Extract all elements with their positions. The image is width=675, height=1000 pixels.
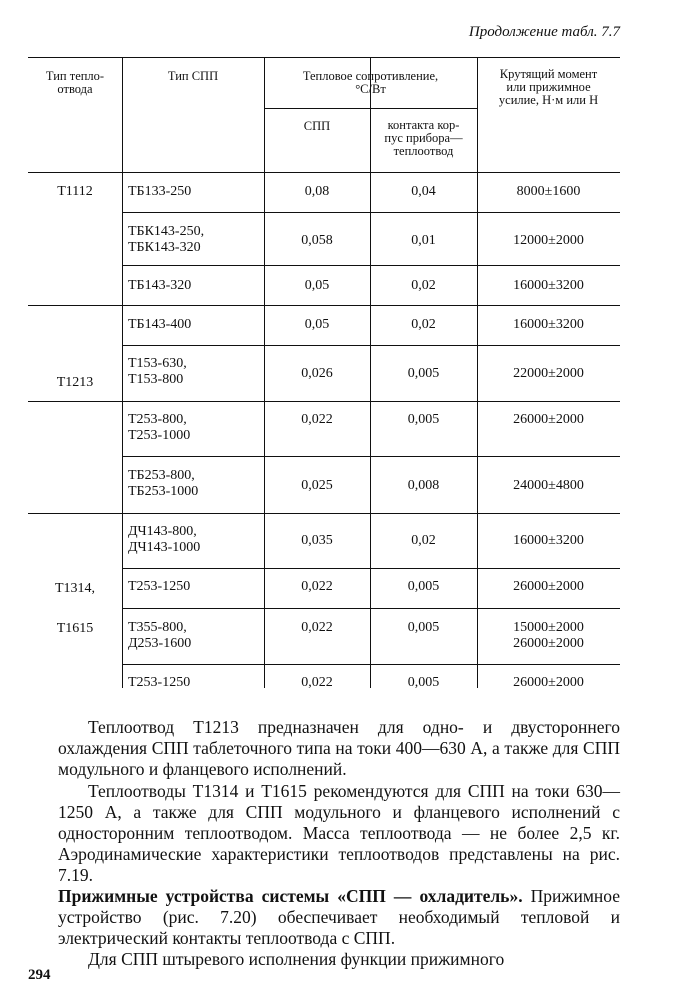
group-line (28, 513, 620, 514)
group-label: Т1213 (56, 375, 94, 390)
group-label: Т1615 (56, 621, 94, 636)
header-torque: Крутящий момент или прижимное усилие, Н·м или Н (498, 67, 599, 107)
page-number: 294 (28, 967, 51, 983)
header-subdivider (264, 108, 477, 109)
header-sink-type: Тип тепло- отвода (45, 69, 105, 96)
paragraph: Теплоотводы Т1314 и Т1615 рекомендуются для СПП на токи 630—1250 А, а также для СПП модульного и фланцевого исполнений с односторонним теплоотводом. Масса теплоотвода — не более 2,5 кг. Аэродинамические характеристики теплоотводов представлены на рис. 7.19. (58, 781, 620, 885)
data-table: Тип тепло- отвода Тип СПП Тепловое сопротивление, °С/Вт Крутящий момент или прижимное усилие, Н·м или Н СПП контакта кор- пус прибора— теплоотвод Т1112 Т1213 Т1314, Т1615 ТБ133-250 0,08 0,04 8000±1600 ТБК143-250, ТБК143-320 0,058 0,01 12000±2000 ТБ143-320 0,05 0,02 16000±3200 ТБ143-400 0,05 0,02 16000±3200 Т153-630, Т153-800 0,026 0,005 22000±2000 Т253-800, Т253-1000 0,022 0,005 26000±2000 ТБ253-800, ТБ253-1000 0,025 0,008 24000±4800 ДЧ143-800, ДЧ143-1000 0,035 0,02 16000±3200 Т253-1250 0,022 0,005 26000±2000 Т355-800, Д253-1600 0,022 0,005 15000±2000 26000±2000 Т253-1250 0,022 0,005 26000±2000 (28, 57, 620, 688)
header-contact: контакта кор- пус прибора— теплоотвод (384, 118, 463, 158)
group-label: Т1112 (57, 184, 93, 199)
paragraph: Теплоотвод Т1213 предназначен для одно- и двустороннего охлаждения СПП таблеточного типа на токи 400—630 А, а также для СПП модульного и фланцевого исполнений. (58, 717, 620, 779)
row-line (122, 608, 620, 609)
row-line (122, 345, 620, 346)
group-label: Т1314, (54, 581, 96, 596)
header-spp: СПП (303, 119, 331, 133)
header-thermal-resistance: Тепловое сопротивление, °С/Вт (302, 69, 439, 96)
row-line (122, 664, 620, 665)
row-line (122, 265, 620, 266)
row-line (28, 401, 620, 402)
group-line (28, 305, 620, 306)
header-spp-type: Тип СПП (167, 69, 219, 83)
row-line (122, 568, 620, 569)
paragraph: Для СПП штыревого исполнения функции прижимного (88, 949, 505, 969)
section-heading: Прижимные устройства системы «СПП — охладитель». (58, 886, 523, 906)
col-divider (122, 58, 123, 688)
row-line (122, 212, 620, 213)
row-line (122, 456, 620, 457)
table-continuation-label: Продолжение табл. 7.7 (468, 24, 620, 40)
paragraph: Прижимные устройства системы «СПП — охладитель». Прижимное устройство (рис. 7.20) обеспечивает необходимый тепловой и электрический контакты теплоотвода с СПП. (58, 886, 620, 948)
header-bottom-line (28, 172, 620, 173)
